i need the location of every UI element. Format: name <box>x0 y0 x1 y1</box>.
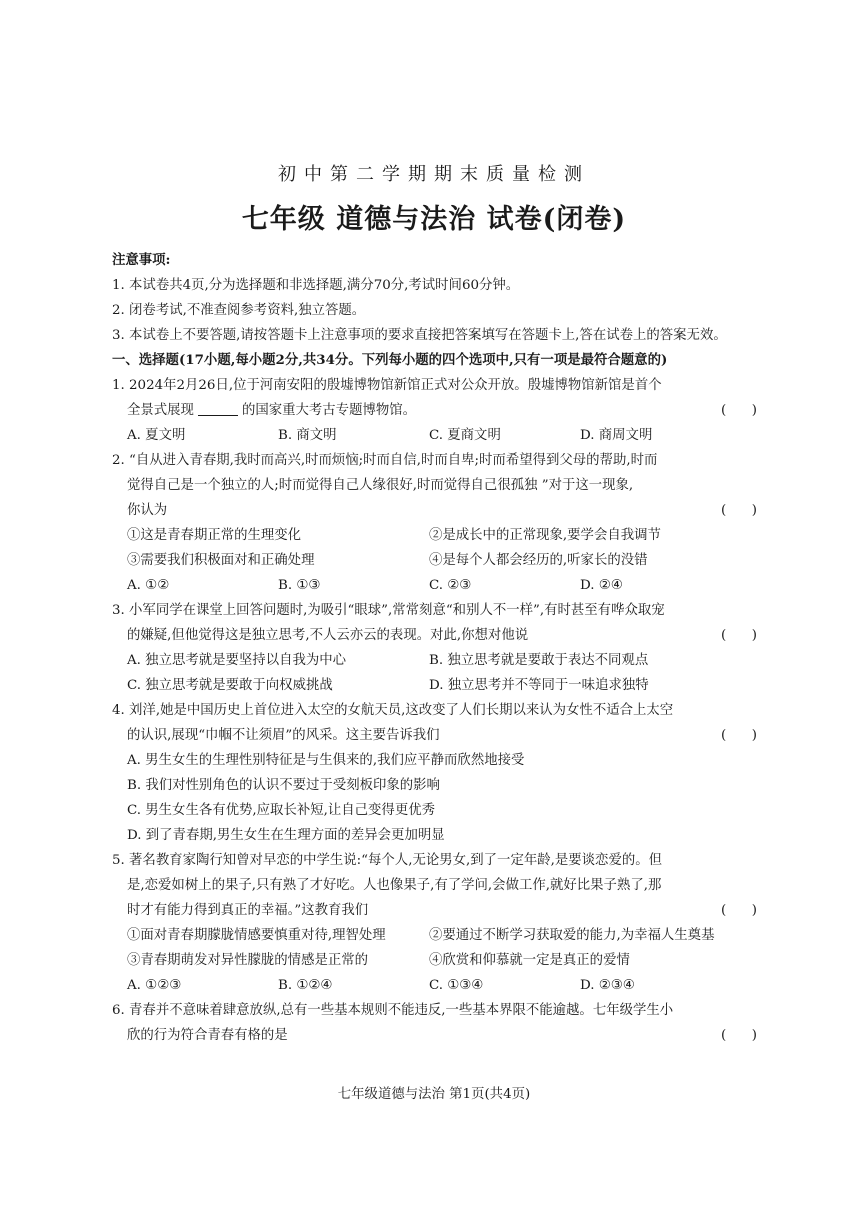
question-2-line-3: 你认为 <box>127 503 168 518</box>
notice-title: 注意事项: <box>112 252 171 268</box>
question-6 <box>112 998 757 1048</box>
question-5 <box>112 848 757 998</box>
fill-blank <box>198 401 238 416</box>
question-5-line-3: 时才有能力得到真正的幸福。”这教育我们 <box>127 903 369 918</box>
option-b: B. ①③ <box>278 578 321 593</box>
option-d: D. 商周文明 <box>580 428 653 443</box>
option-c: C. ①③④ <box>429 978 484 993</box>
question-2-line-2: 觉得自己是一个独立的人;时而觉得自己人缘很好,时而觉得自己很孤独 ”对于这一现象, <box>127 478 634 493</box>
answer-parentheses: ( ) <box>721 903 757 918</box>
option-d: D. 到了青春期,男生女生在生理方面的差异会更加明显 <box>127 828 445 843</box>
question-1-options <box>112 423 757 448</box>
question-6-line-1: 6. 青春并不意味着肆意放纵,总有一些基本规则不能违反,一些基本界限不能逾越。七年级学生小 <box>112 1003 674 1018</box>
question-1-line-2: 全景式展现 的国家重大考古专题博物馆。 <box>127 403 417 418</box>
question-2-options <box>112 573 757 598</box>
answer-parentheses: ( ) <box>721 728 757 743</box>
question-3-options <box>112 673 757 698</box>
page-footer: 七年级道德与法治 第1页(共4页) <box>337 1087 531 1102</box>
statement-1: ①这是青春期正常的生理变化 <box>127 528 302 543</box>
question-4-line-2: 的认识,展现“巾帼不让须眉”的风采。这主要告诉我们 <box>127 728 440 743</box>
section-heading-choice: 一、选择题(17小题,每小题2分,共34分。下列每小题的四个选项中,只有一项是最符合题意的) <box>112 352 668 368</box>
question-5-statements <box>112 923 757 948</box>
question-6-line-2: 欣的行为符合青春有格的是 <box>127 1028 288 1043</box>
answer-parentheses: ( ) <box>721 503 757 518</box>
notice-item-3: 3. 本试卷上不要答题,请按答题卡上注意事项的要求直接把答案填写在答题卡上,答在试卷上的答案无效。 <box>112 328 727 343</box>
option-a: A. ①②③ <box>127 978 182 993</box>
question-2-statements <box>112 523 757 548</box>
question-5-line-2: 是,恋爱如树上的果子,只有熟了才好吃。人也像果子,有了学问,会做工作,就好比果子熟了,那 <box>127 878 662 893</box>
question-5-statements <box>112 948 757 973</box>
option-b: B. 独立思考就是要敢于表达不同观点 <box>429 653 649 668</box>
statement-4: ④是每个人都会经历的,听家长的没错 <box>429 553 648 568</box>
statement-4: ④欣赏和仰慕就一定是真正的爱情 <box>429 953 630 968</box>
statement-1: ①面对青春期朦胧情感要慎重对待,理智处理 <box>127 928 386 943</box>
question-2-statements <box>112 548 757 573</box>
question-5-line-1: 5. 著名教育家陶行知曾对早恋的中学生说:“每个人,无论男女,到了一定年龄,是要谈恋爱的。但 <box>112 853 663 868</box>
option-b: B. ①②④ <box>278 978 333 993</box>
question-1-line-1: 1. 2024年2月26日,位于河南安阳的殷墟博物馆新馆正式对公众开放。殷墟博物馆新馆是首个 <box>112 378 662 393</box>
statement-2: ②是成长中的正常现象,要学会自我调节 <box>429 528 661 543</box>
option-c: C. 男生女生各有优势,应取长补短,让自己变得更优秀 <box>127 803 435 818</box>
question-2 <box>112 448 757 598</box>
option-d: D. ②③④ <box>580 978 635 993</box>
question-3 <box>112 598 757 698</box>
statement-3: ③需要我们积极面对和正确处理 <box>127 553 315 568</box>
answer-parentheses: ( ) <box>721 628 757 643</box>
question-1 <box>112 373 757 448</box>
option-a: A. 夏文明 <box>127 428 186 443</box>
exam-title: 七年级 道德与法治 试卷(闭卷) <box>241 204 627 235</box>
option-a: A. 独立思考就是要坚持以自我为中心 <box>127 653 347 668</box>
option-c: C. 夏商文明 <box>429 428 501 443</box>
question-2-line-1: 2. “自从进入青春期,我时而高兴,时而烦恼;时而自信,时而自卑;时而希望得到父母的帮助,时而 <box>112 453 658 468</box>
question-4 <box>112 698 757 848</box>
question-3-line-1: 3. 小军同学在课堂上回答问题时,为吸引“眼球”,常常刻意“和别人不一样”,有时甚至有哗众取宠 <box>112 603 665 618</box>
answer-parentheses: ( ) <box>721 403 757 418</box>
question-4-line-1: 4. 刘洋,她是中国历史上首位进入太空的女航天员,这改变了人们长期以来认为女性不适合上太空 <box>112 703 674 718</box>
notice-item-2: 2. 闭卷考试,不准查阅参考资料,独立答题。 <box>112 303 366 318</box>
statement-2: ②要通过不断学习获取爱的能力,为幸福人生奠基 <box>429 928 715 943</box>
option-d: D. ②④ <box>580 578 623 593</box>
question-3-line-2: 的嫌疑,但他觉得这是独立思考,不人云亦云的表现。对此,你想对他说 <box>127 628 529 643</box>
option-c: C. 独立思考就是要敢于向权威挑战 <box>127 678 333 693</box>
option-b: B. 商文明 <box>278 428 337 443</box>
answer-parentheses: ( ) <box>721 1028 757 1043</box>
statement-3: ③青春期萌发对异性朦胧的情感是正常的 <box>127 953 369 968</box>
option-a: A. 男生女生的生理性别特征是与生俱来的,我们应平静而欣然地接受 <box>127 753 525 768</box>
question-5-options <box>112 973 757 998</box>
option-a: A. ①② <box>127 578 170 593</box>
exam-content <box>112 248 757 1048</box>
notice-item-1: 1. 本试卷共4页,分为选择题和非选择题,满分70分,考试时间60分钟。 <box>112 278 520 293</box>
question-3-options <box>112 648 757 673</box>
exam-subtitle: 初中第二学期期末质量检测 <box>278 164 590 185</box>
option-b: B. 我们对性别角色的认识不要过于受刻板印象的影响 <box>127 778 440 793</box>
option-d: D. 独立思考并不等同于一味追求独特 <box>429 678 649 693</box>
option-c: C. ②③ <box>429 578 472 593</box>
